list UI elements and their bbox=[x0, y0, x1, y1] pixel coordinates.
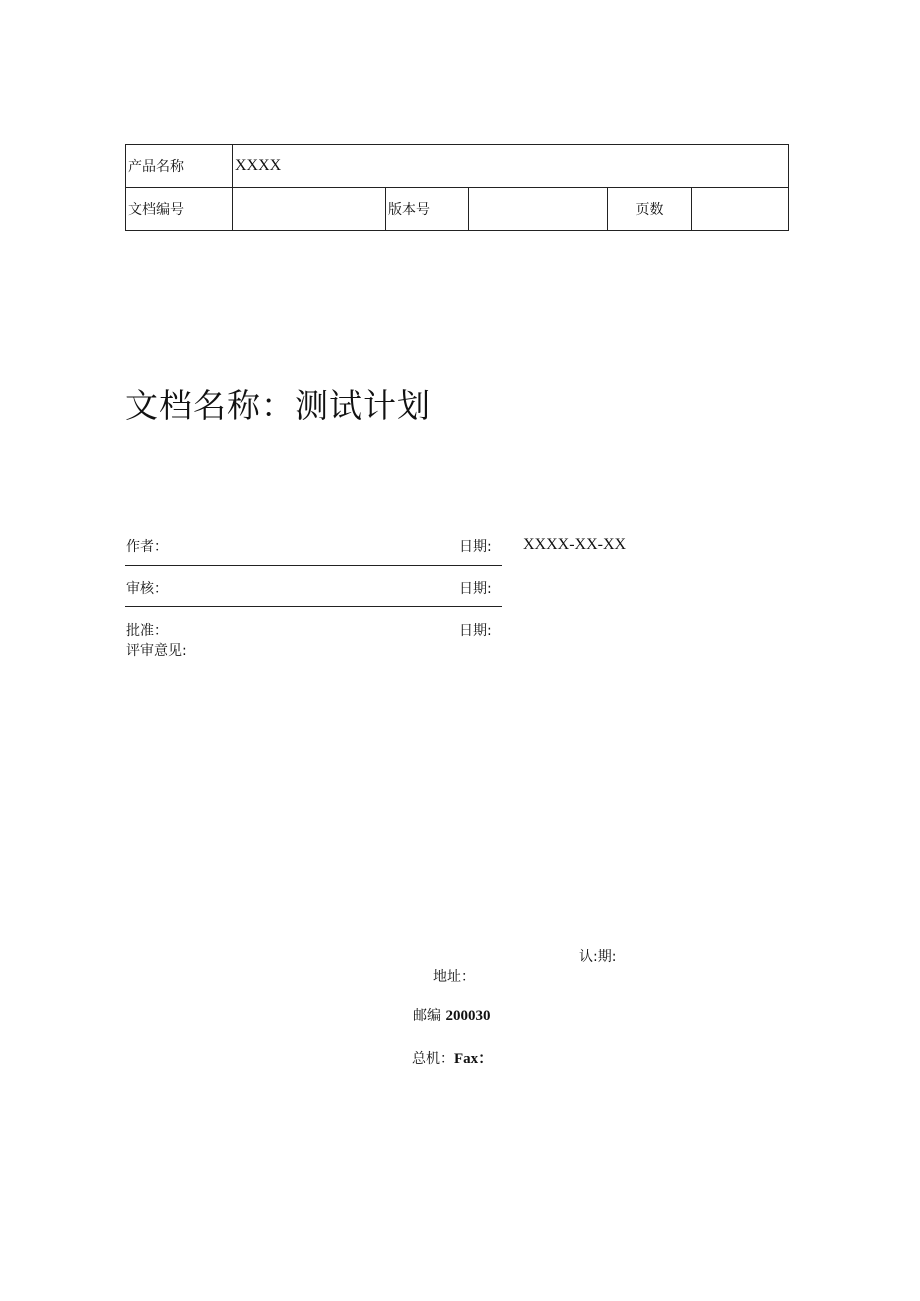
postcode-value: 200030 bbox=[445, 1008, 491, 1024]
author-date-label: 日期: bbox=[459, 539, 492, 555]
confirm-date-label: 认:期: bbox=[579, 949, 617, 965]
author-date-value: XXXX-XX-XX bbox=[523, 536, 627, 553]
product-name-value: XXXX bbox=[233, 145, 789, 188]
version-label: 版本号 bbox=[386, 188, 469, 231]
fax-label: Fax： bbox=[454, 1051, 494, 1067]
reviewer-divider bbox=[125, 606, 502, 607]
document-info-table bbox=[125, 144, 789, 231]
table-row bbox=[126, 145, 789, 188]
pages-label: 页数 bbox=[608, 188, 692, 231]
postcode-line bbox=[413, 1005, 490, 1025]
address-label: 地址： bbox=[433, 969, 475, 985]
document-title: 文档名称：测试计划 bbox=[125, 386, 431, 425]
product-name-label: 产品名称 bbox=[126, 145, 233, 188]
doc-number-label: 文档编号 bbox=[126, 188, 233, 231]
reviewer-label: 审核： bbox=[126, 581, 168, 597]
doc-number-value bbox=[233, 188, 386, 231]
author-label: 作者： bbox=[126, 539, 168, 555]
contact-line bbox=[412, 1047, 493, 1068]
approver-date-label: 日期: bbox=[459, 623, 492, 639]
review-comments-label: 评审意见: bbox=[126, 643, 187, 659]
phone-label: 总机： bbox=[412, 1051, 454, 1067]
table-row bbox=[126, 188, 789, 231]
author-divider bbox=[125, 565, 502, 566]
pages-value bbox=[692, 188, 789, 231]
version-value bbox=[469, 188, 608, 231]
reviewer-date-label: 日期: bbox=[459, 581, 492, 597]
approver-label: 批准： bbox=[126, 623, 168, 639]
postcode-label: 邮编 bbox=[413, 1008, 441, 1024]
